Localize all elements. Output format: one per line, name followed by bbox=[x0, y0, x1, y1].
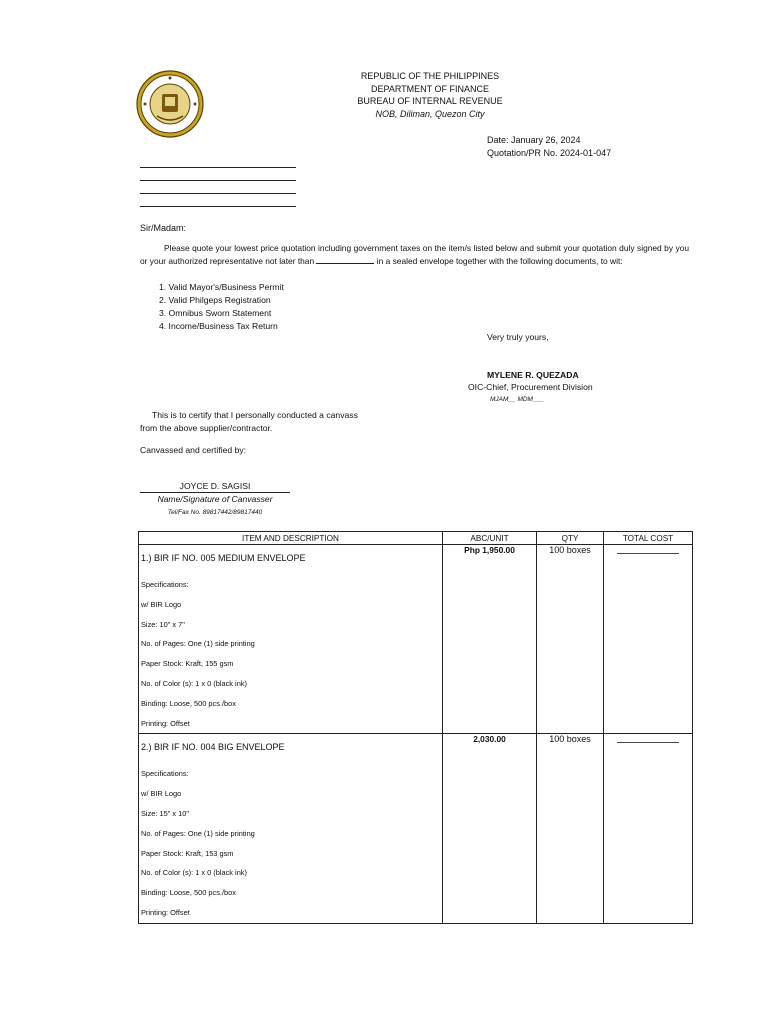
closing: Very truly yours, bbox=[487, 332, 549, 342]
request-text-part1: Please quote your lowest price quotation including government taxes on the item/s listed below and submit your quotation duly signed by you or your authorized representative not later than bbox=[140, 243, 689, 266]
header-qty: QTY bbox=[537, 532, 604, 545]
total-cost-blank bbox=[617, 545, 679, 554]
letterhead-address: NOB, Diliman, Quezon City bbox=[375, 108, 485, 119]
requirement-item: 3. Omnibus Sworn Statement bbox=[159, 308, 272, 318]
total-cost-blank bbox=[617, 734, 679, 743]
quotation-number: Quotation/PR No. 2024-01-047 bbox=[487, 147, 612, 158]
address-line bbox=[140, 206, 296, 207]
address-line bbox=[140, 193, 296, 194]
spec-line: Size: 15" x 10" bbox=[141, 808, 189, 818]
requirements-list bbox=[159, 281, 284, 333]
table-header-row bbox=[139, 532, 693, 545]
canvassed-label: Canvassed and certified by: bbox=[140, 445, 247, 455]
spec-line: Printing: Offset bbox=[141, 907, 190, 917]
spec-line: No. of Color (s): 1 x 0 (black ink) bbox=[141, 678, 247, 688]
letterhead bbox=[300, 70, 560, 120]
canvasser-tel: Tel/Fax No. 89817442/89817440 bbox=[167, 509, 263, 516]
spec-line: Printing: Offset bbox=[141, 718, 190, 728]
spec-line: Specifications: bbox=[141, 769, 189, 779]
header-abc-unit: ABC/UNIT bbox=[443, 532, 537, 545]
deadline-blank bbox=[316, 255, 374, 264]
certification-body: This is to certify that I personally conducted a canvass from the above supplier/contractor. bbox=[140, 410, 358, 433]
spec-line: w/ BIR Logo bbox=[141, 789, 182, 799]
spec-line: No. of Pages: One (1) side printing bbox=[141, 639, 255, 649]
document-meta bbox=[487, 134, 611, 159]
item-title: 1.) BIR IF NO. 005 MEDIUM ENVELOPE bbox=[141, 553, 306, 563]
address-line bbox=[140, 167, 296, 168]
certification-text bbox=[140, 409, 370, 435]
header-total-cost: TOTAL COST bbox=[604, 532, 693, 545]
spec-line: w/ BIR Logo bbox=[141, 599, 182, 609]
request-text-part2: in a sealed envelope together with the following documents, to wit: bbox=[376, 256, 623, 266]
total-cost-cell bbox=[604, 545, 693, 734]
qty-value: 100 boxes bbox=[537, 734, 604, 923]
canvasser-name: JOYCE D. SAGISI bbox=[140, 481, 290, 493]
letterhead-bureau: BUREAU OF INTERNAL REVENUE bbox=[357, 96, 503, 107]
address-line bbox=[140, 180, 296, 181]
requirement-item: 2. Valid Philgeps Registration bbox=[159, 295, 271, 305]
spec-line: No. of Pages: One (1) side printing bbox=[141, 828, 255, 838]
items-table bbox=[138, 531, 693, 924]
requirement-item: 4. Income/Business Tax Return bbox=[159, 321, 278, 331]
canvasser-role: Name/Signature of Canvasser bbox=[157, 494, 273, 504]
request-paragraph bbox=[140, 242, 689, 268]
date-text: Date: January 26, 2024 bbox=[487, 135, 581, 145]
spec-line: Paper Stock: Kraft, 155 gsm bbox=[141, 659, 234, 669]
letterhead-country: REPUBLIC OF THE PHILIPPINES bbox=[360, 71, 500, 81]
total-cost-cell bbox=[604, 734, 693, 923]
item-cell bbox=[139, 545, 443, 734]
salutation: Sir/Madam: bbox=[140, 223, 187, 233]
spec-line: Binding: Loose, 500 pcs./box bbox=[141, 888, 236, 898]
bir-seal-icon bbox=[135, 70, 205, 138]
signatory-name: MYLENE R. QUEZADA bbox=[487, 370, 579, 380]
table-row bbox=[139, 545, 693, 734]
spec-line: Specifications: bbox=[141, 580, 189, 589]
requirement-item: 1. Valid Mayor's/Business Permit bbox=[159, 282, 284, 292]
letterhead-department: DEPARTMENT OF FINANCE bbox=[370, 83, 489, 94]
item-title: 2.) BIR IF NO. 004 BIG ENVELOPE bbox=[141, 742, 285, 753]
signatory-title: OIC-Chief, Procurement Division bbox=[468, 382, 593, 392]
spec-line: Size: 10" x 7" bbox=[141, 619, 185, 629]
abc-unit-value: Php 1,950.00 bbox=[443, 545, 537, 734]
table-row bbox=[139, 734, 693, 923]
abc-unit-value: 2,030.00 bbox=[443, 734, 537, 923]
header-item-description: ITEM AND DESCRIPTION bbox=[139, 532, 443, 545]
spec-line: No. of Color (s): 1 x 0 (black ink) bbox=[141, 868, 247, 878]
signatory-initials: MJAM__ MDM___ bbox=[490, 396, 544, 403]
qty-value: 100 boxes bbox=[537, 545, 604, 734]
item-cell bbox=[139, 734, 443, 923]
spec-line: Binding: Loose, 500 pcs./box bbox=[141, 698, 236, 708]
spec-line: Paper Stock: Kraft, 153 gsm bbox=[141, 848, 234, 858]
